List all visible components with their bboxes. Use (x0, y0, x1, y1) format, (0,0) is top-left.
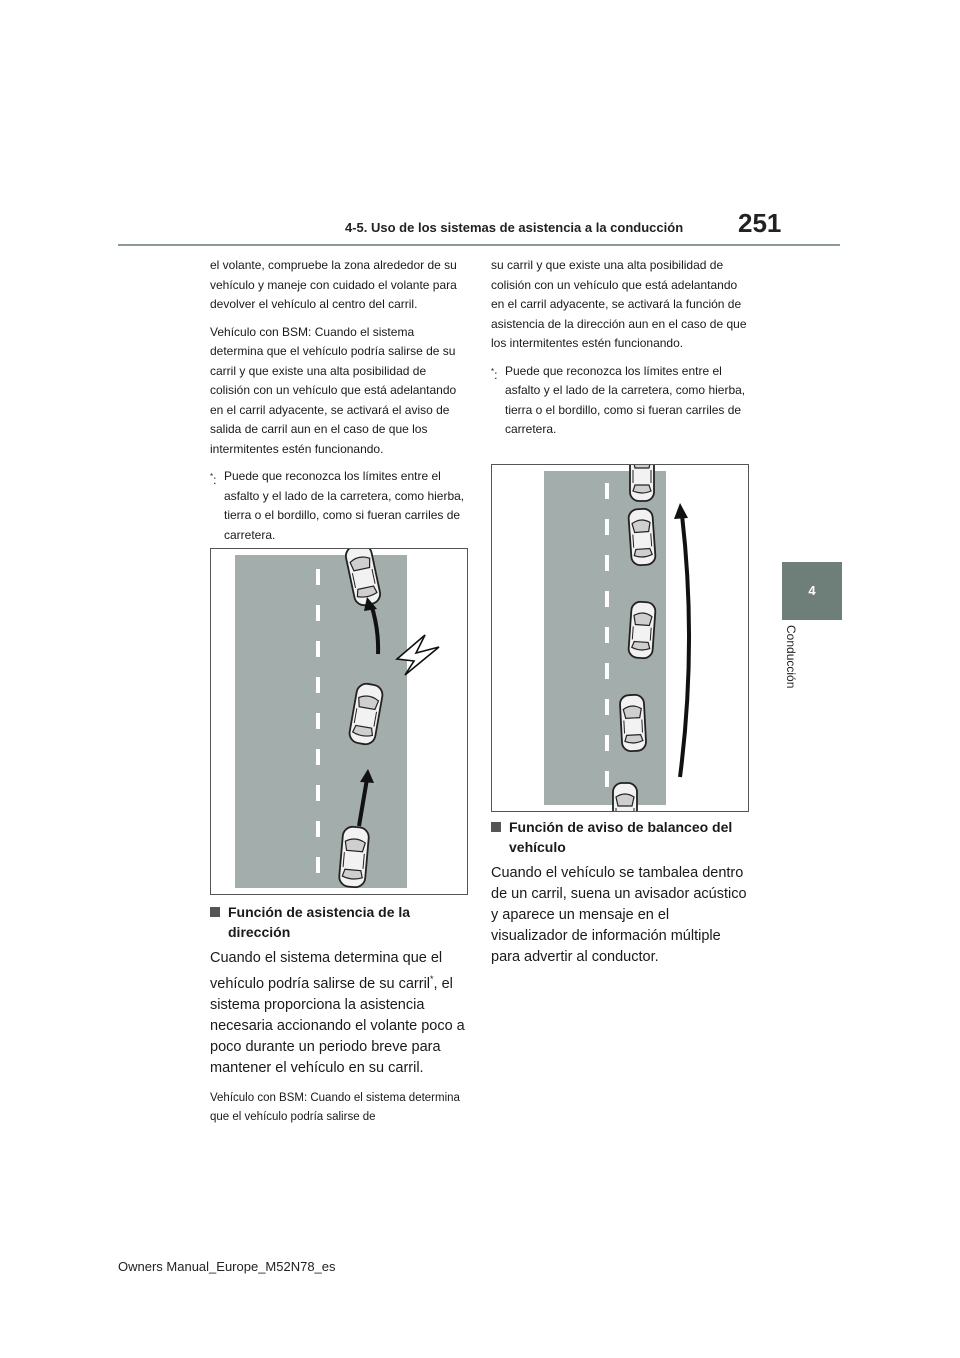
paragraph: su carril y que existe una alta posibilidad de colisión con un vehículo que está adelantando en el carril adyacente, se activará la función de asistencia de la dirección aun en el caso de que los intermitentes estén funcionando. (491, 258, 747, 350)
chapter-label (780, 625, 806, 715)
body-paragraph: Cuando el vehículo se tambalea dentro de un carril, suena un avisador acústico y aparece un mensaje en el visualizador de información múltiple para advertir al conductor. (491, 865, 747, 965)
car-position-3 (628, 601, 656, 659)
column-right-top (491, 256, 749, 448)
heading-steering-assist: Función de asistencia de la dirección (210, 902, 468, 942)
figure-lane-drift (491, 464, 749, 812)
car-position-1 (630, 465, 654, 501)
road-illustration-2 (492, 465, 748, 811)
column-right-bottom (491, 817, 749, 968)
footer-text: Owners Manual_Europe_M52N78_es (118, 1259, 336, 1274)
chapter-tab: 4 (782, 562, 842, 620)
footnote (210, 467, 468, 545)
footnote (491, 362, 749, 440)
bullet-square (210, 907, 220, 917)
car-position-5 (613, 783, 637, 811)
paragraph: Vehículo con BSM: Cuando el sistema determina que el vehículo podría salirse de su carril y que existe una alta posibilidad de colisión con un vehículo que está adelantando en el carril adyacente, se activará el aviso de salida de carril aun en el caso de que los intermitentes estén funcionando. (210, 324, 457, 456)
section-title: 4-5. Uso de los sistemas de asistencia a la conducción (345, 220, 684, 235)
car-position-4 (620, 694, 647, 751)
footnote-text: Puede que reconozca los límites entre el asfalto y el lado de la carretera, como hierba, tierra o el bordillo, como si fueran carriles de carretera. (505, 363, 746, 436)
road-surface (235, 555, 407, 888)
chapter-name: Conducción (784, 625, 798, 689)
heading-vehicle-sway: Función de aviso de balanceo del vehículo (491, 817, 749, 857)
car-position-2 (628, 508, 656, 566)
bullet-square (491, 822, 501, 832)
drift-arrow (680, 515, 689, 777)
car-own-previous (338, 826, 369, 888)
paragraph-bsm: Vehículo con BSM: Cuando el sistema determina que el vehículo podría salirse de (210, 1091, 460, 1123)
header-rule (118, 244, 840, 246)
column-left-top (210, 256, 468, 553)
road-illustration-1 (211, 549, 467, 894)
column-left-bottom (210, 902, 468, 1127)
footnote-mark: *: (491, 366, 498, 382)
figure-steering-assist (210, 548, 468, 895)
page-number: 251 (738, 208, 782, 238)
body-paragraph: Cuando el sistema determina que el vehículo podría salirse de su carril*, el sistema proporciona la asistencia necesaria accionando el volante poco a poco durante un periodo breve para mantener el vehículo en su carril. (210, 950, 465, 1076)
footnote-text: Puede que reconozca los límites entre el asfalto y el lado de la carretera, como hierba, tierra o el bordillo, como si fueran carriles de carretera. (224, 469, 465, 542)
arrow-head (674, 503, 688, 519)
paragraph: el volante, compruebe la zona alrededor de su vehículo y maneje con cuidado el volante para devolver el vehículo al centro del carril. (210, 258, 457, 311)
footnote-mark: *: (210, 472, 217, 487)
